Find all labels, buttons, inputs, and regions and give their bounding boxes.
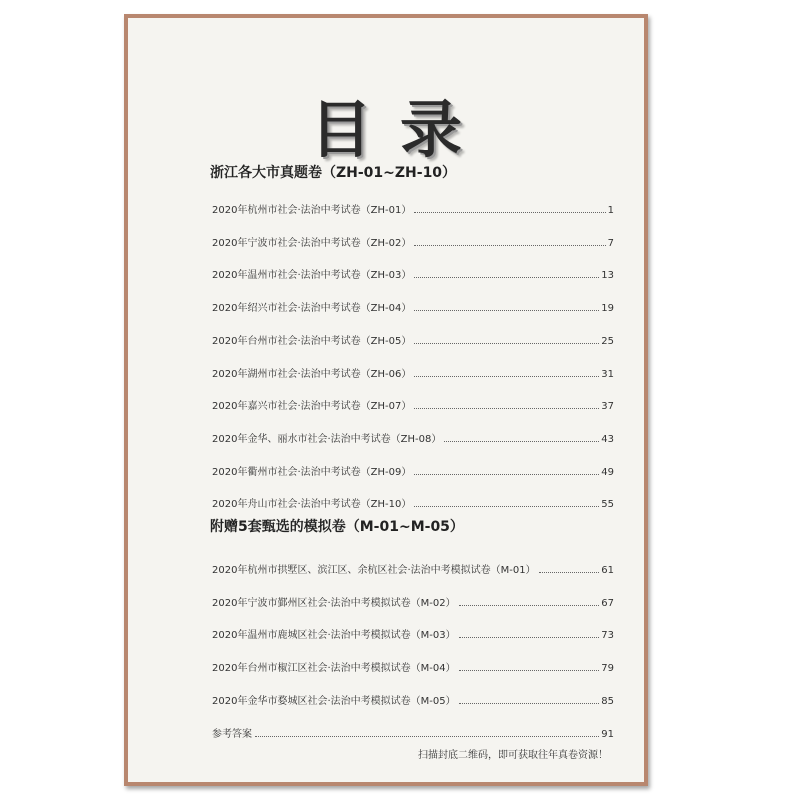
toc-leader-dots [414, 244, 605, 246]
toc-leader-dots [414, 211, 605, 213]
toc-entry-label: 2020年宁波市鄞州区社会·法治中考模拟试卷（M-02） [212, 598, 456, 609]
toc-leader-dots [459, 636, 600, 638]
toc-entry-label: 2020年温州市社会·法治中考试卷（ZH-03） [212, 270, 412, 281]
toc-entry[interactable] [212, 593, 614, 609]
toc-leader-dots [414, 505, 599, 507]
toc-entry-page-number: 61 [601, 565, 614, 576]
toc-entry-page-number: 7 [607, 238, 614, 249]
page-title: 目录 [309, 93, 490, 166]
toc-entry-page-number: 1 [607, 205, 614, 216]
toc-entry-label: 2020年舟山市社会·法治中考试卷（ZH-10） [212, 499, 412, 510]
toc-entry[interactable] [212, 396, 614, 412]
toc-leader-dots [414, 342, 599, 344]
toc-entry-page-number: 43 [601, 434, 614, 445]
toc-entry-label: 2020年嘉兴市社会·法治中考试卷（ZH-07） [212, 401, 412, 412]
toc-entry-label: 2020年台州市社会·法治中考试卷（ZH-05） [212, 336, 412, 347]
footer-note: 扫描封底二维码，即可获取往年真卷资源！ [418, 750, 608, 761]
toc-entry-page-number: 91 [601, 729, 614, 740]
toc-leader-dots [414, 375, 599, 377]
toc-entry[interactable] [212, 724, 614, 740]
toc-entry-label: 2020年金华、丽水市社会·法治中考试卷（ZH-08） [212, 434, 442, 445]
toc-leader-dots [539, 571, 600, 573]
toc-leader-dots [414, 473, 599, 475]
toc-leader-dots [414, 407, 599, 409]
toc-entry-page-number: 19 [601, 303, 614, 314]
toc-entry[interactable] [212, 494, 614, 510]
toc-entry[interactable] [212, 364, 614, 380]
toc-entry-label: 2020年绍兴市社会·法治中考试卷（ZH-04） [212, 303, 412, 314]
toc-entry-label: 2020年湖州市社会·法治中考试卷（ZH-06） [212, 369, 412, 380]
toc-entry-page-number: 31 [601, 369, 614, 380]
toc-entry[interactable] [212, 658, 614, 674]
toc-entry-page-number: 55 [601, 499, 614, 510]
toc-entry[interactable] [212, 331, 614, 347]
section-heading-mock-exams: 附赠5套甄选的模拟卷（M-01~M-05） [210, 519, 464, 535]
toc-entry-label: 2020年杭州市社会·法治中考试卷（ZH-01） [212, 205, 412, 216]
toc-entry[interactable] [212, 200, 614, 216]
toc-entry-label: 2020年宁波市社会·法治中考试卷（ZH-02） [212, 238, 412, 249]
toc-entry[interactable] [212, 233, 614, 249]
toc-entry[interactable] [212, 462, 614, 478]
toc-entry[interactable] [212, 625, 614, 641]
toc-entry-label: 2020年温州市鹿城区社会·法治中考模拟试卷（M-03） [212, 630, 456, 641]
toc-entry[interactable] [212, 560, 614, 576]
toc-leader-dots [459, 702, 600, 704]
toc-entry-label: 2020年衢州市社会·法治中考试卷（ZH-09） [212, 467, 412, 478]
toc-entry-label: 参考答案 [212, 729, 252, 740]
toc-entry-page-number: 79 [601, 663, 614, 674]
toc-entry[interactable] [212, 429, 614, 445]
toc-leader-dots [459, 669, 600, 671]
toc-entry[interactable] [212, 265, 614, 281]
toc-entry-page-number: 37 [601, 401, 614, 412]
toc-page [128, 18, 644, 782]
toc-entry-label: 2020年台州市椒江区社会·法治中考模拟试卷（M-04） [212, 663, 456, 674]
toc-entry-label: 2020年金华市婺城区社会·法治中考模拟试卷（M-05） [212, 696, 456, 707]
toc-leader-dots [459, 604, 600, 606]
toc-leader-dots [255, 735, 599, 737]
toc-entry-label: 2020年杭州市拱墅区、滨江区、余杭区社会·法治中考模拟试卷（M-01） [212, 565, 536, 576]
toc-entry-page-number: 49 [601, 467, 614, 478]
toc-entry-page-number: 73 [601, 630, 614, 641]
toc-leader-dots [414, 276, 599, 278]
toc-entry-page-number: 85 [601, 696, 614, 707]
toc-entry-page-number: 13 [601, 270, 614, 281]
toc-leader-dots [444, 440, 599, 442]
toc-leader-dots [414, 309, 599, 311]
toc-entry-page-number: 67 [601, 598, 614, 609]
toc-entry[interactable] [212, 298, 614, 314]
section-heading-real-exams: 浙江各大市真题卷（ZH-01~ZH-10） [210, 165, 457, 181]
toc-entry[interactable] [212, 691, 614, 707]
toc-entry-page-number: 25 [601, 336, 614, 347]
